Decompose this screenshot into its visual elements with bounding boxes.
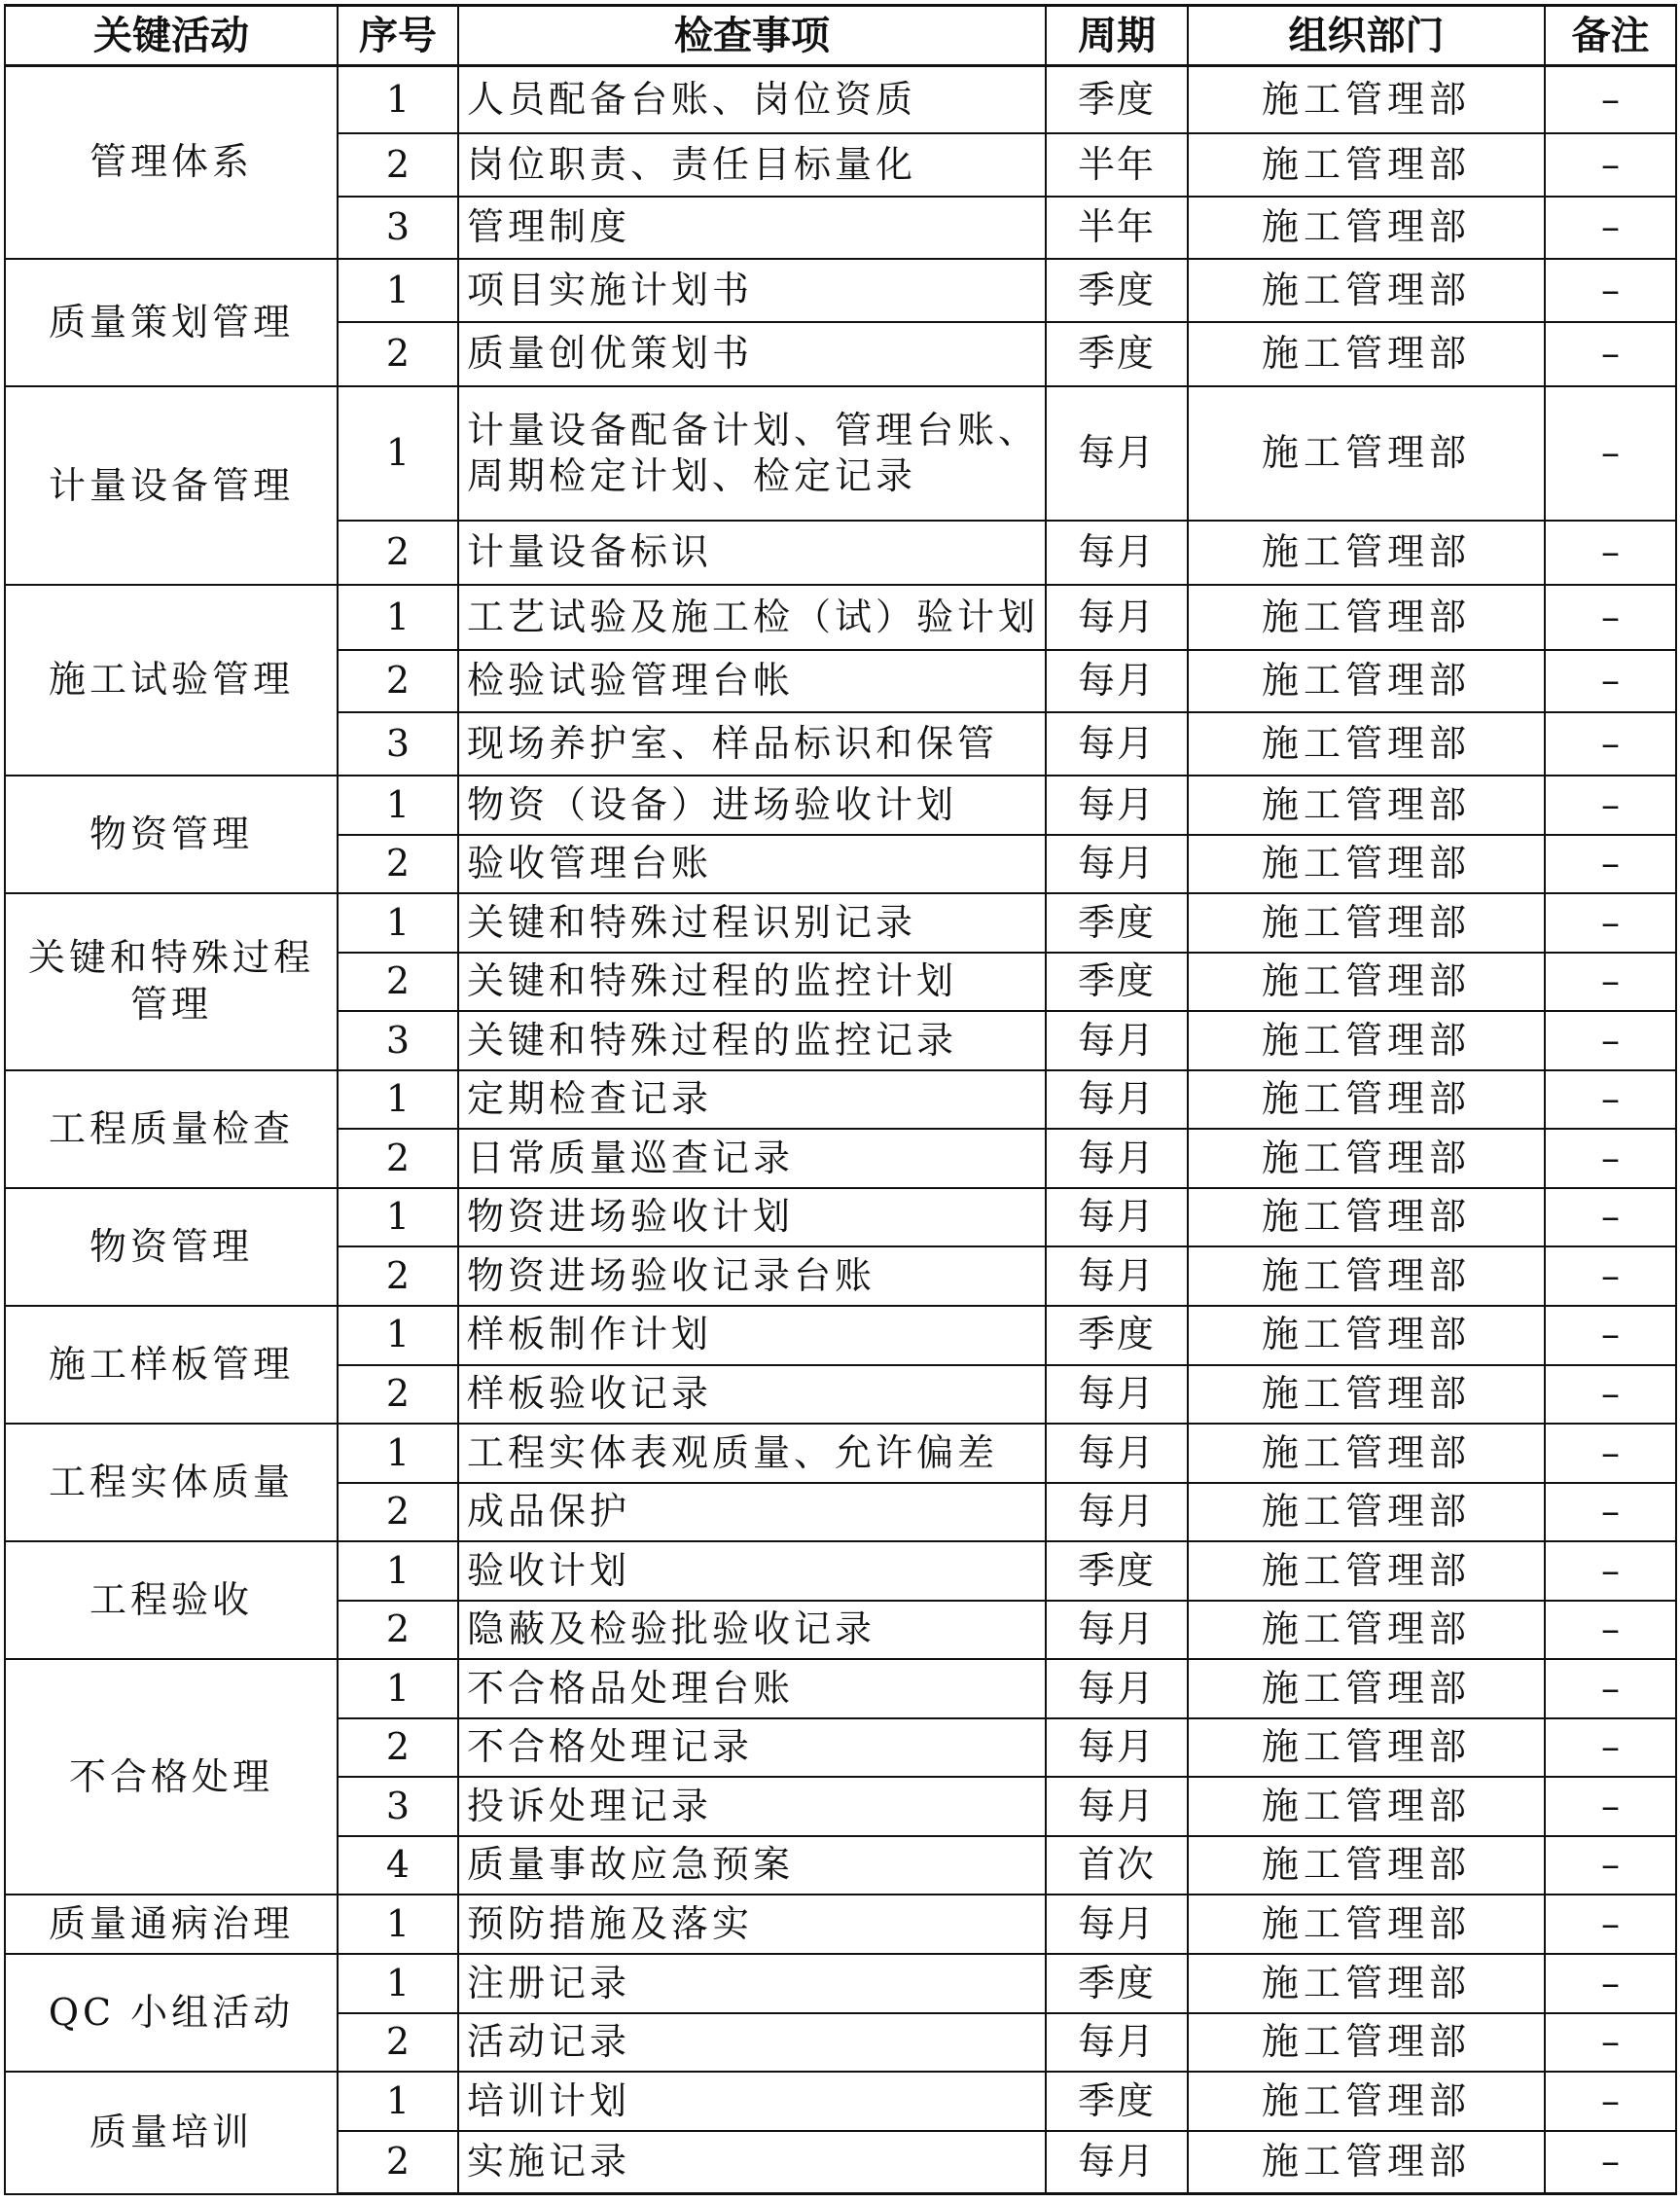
dept-cell: 施工管理部 [1188, 835, 1545, 894]
note-cell: – [1545, 1541, 1676, 1601]
item-cell: 物资进场验收计划 [458, 1188, 1046, 1247]
seq-cell: 3 [338, 197, 458, 260]
table-row [5, 776, 1676, 835]
cycle-cell: 每月 [1046, 835, 1188, 894]
note-cell: – [1545, 2072, 1676, 2131]
item-cell: 样板制作计划 [458, 1306, 1046, 1365]
note-cell: – [1545, 1836, 1676, 1895]
seq-cell: 1 [338, 1954, 458, 2013]
seq-cell: 1 [338, 2072, 458, 2131]
table-row [5, 893, 1676, 953]
note-cell: – [1545, 1954, 1676, 2013]
seq-cell: 2 [338, 2131, 458, 2194]
header-row [5, 6, 1676, 66]
note-cell: – [1545, 1718, 1676, 1778]
header-seq: 序号 [338, 6, 458, 66]
table-row [5, 66, 1676, 134]
table-row [5, 1895, 1676, 1954]
item-cell: 项目实施计划书 [458, 259, 1046, 322]
cycle-cell: 季度 [1046, 1541, 1188, 1601]
dept-cell: 施工管理部 [1188, 712, 1545, 776]
note-cell: – [1545, 197, 1676, 260]
item-cell: 实施记录 [458, 2131, 1046, 2194]
seq-cell: 2 [338, 521, 458, 586]
cycle-cell: 每月 [1046, 1070, 1188, 1130]
note-cell: – [1545, 1246, 1676, 1306]
cycle-cell: 每月 [1046, 1718, 1188, 1778]
dept-cell: 施工管理部 [1188, 1895, 1545, 1954]
cycle-cell: 每月 [1046, 1483, 1188, 1542]
note-cell: – [1545, 1188, 1676, 1247]
table-row [5, 2072, 1676, 2131]
cycle-cell: 半年 [1046, 133, 1188, 197]
cycle-cell: 每月 [1046, 585, 1188, 650]
dept-cell: 施工管理部 [1188, 259, 1545, 322]
note-cell: – [1545, 776, 1676, 835]
dept-cell: 施工管理部 [1188, 1483, 1545, 1542]
header-dept: 组织部门 [1188, 6, 1545, 66]
item-cell: 计量设备配备计划、管理台账、周期检定计划、检定记录 [458, 386, 1046, 520]
cycle-cell: 每月 [1046, 1424, 1188, 1483]
dept-cell: 施工管理部 [1188, 1246, 1545, 1306]
seq-cell: 1 [338, 776, 458, 835]
header-item: 检查事项 [458, 6, 1046, 66]
table-row [5, 1424, 1676, 1483]
dept-cell: 施工管理部 [1188, 1424, 1545, 1483]
item-cell: 不合格品处理台账 [458, 1659, 1046, 1718]
activity-cell: QC 小组活动 [5, 1954, 338, 2072]
cycle-cell: 季度 [1046, 322, 1188, 387]
header-cycle: 周期 [1046, 6, 1188, 66]
dept-cell: 施工管理部 [1188, 1718, 1545, 1778]
item-cell: 现场养护室、样品标识和保管 [458, 712, 1046, 776]
note-cell: – [1545, 1011, 1676, 1070]
note-cell: – [1545, 650, 1676, 713]
note-cell: – [1545, 1365, 1676, 1425]
item-cell: 日常质量巡查记录 [458, 1129, 1046, 1188]
item-cell: 注册记录 [458, 1954, 1046, 2013]
item-cell: 岗位职责、责任目标量化 [458, 133, 1046, 197]
dept-cell: 施工管理部 [1188, 1601, 1545, 1660]
dept-cell: 施工管理部 [1188, 1306, 1545, 1365]
seq-cell: 2 [338, 322, 458, 387]
note-cell: – [1545, 1483, 1676, 1542]
dept-cell: 施工管理部 [1188, 1659, 1545, 1718]
note-cell: – [1545, 66, 1676, 134]
dept-cell: 施工管理部 [1188, 1836, 1545, 1895]
cycle-cell: 季度 [1046, 953, 1188, 1012]
note-cell: – [1545, 1129, 1676, 1188]
seq-cell: 1 [338, 1070, 458, 1130]
note-cell: – [1545, 521, 1676, 586]
seq-cell: 1 [338, 1659, 458, 1718]
seq-cell: 2 [338, 835, 458, 894]
seq-cell: 2 [338, 2013, 458, 2073]
item-cell: 关键和特殊过程的监控计划 [458, 953, 1046, 1012]
activity-cell: 物资管理 [5, 1188, 338, 1306]
dept-cell: 施工管理部 [1188, 1777, 1545, 1836]
table-row [5, 386, 1676, 520]
dept-cell: 施工管理部 [1188, 1129, 1545, 1188]
dept-cell: 施工管理部 [1188, 2131, 1545, 2194]
dept-cell: 施工管理部 [1188, 133, 1545, 197]
item-cell: 检验试验管理台帐 [458, 650, 1046, 713]
cycle-cell: 每月 [1046, 1246, 1188, 1306]
cycle-cell: 半年 [1046, 197, 1188, 260]
seq-cell: 1 [338, 1895, 458, 1954]
seq-cell: 4 [338, 1836, 458, 1895]
header-activity: 关键活动 [5, 6, 338, 66]
seq-cell: 1 [338, 66, 458, 134]
seq-cell: 2 [338, 1365, 458, 1425]
note-cell: – [1545, 133, 1676, 197]
item-cell: 工程实体表观质量、允许偏差 [458, 1424, 1046, 1483]
note-cell: – [1545, 893, 1676, 953]
cycle-cell: 每月 [1046, 386, 1188, 520]
note-cell: – [1545, 953, 1676, 1012]
seq-cell: 2 [338, 133, 458, 197]
dept-cell: 施工管理部 [1188, 953, 1545, 1012]
note-cell: – [1545, 322, 1676, 387]
inspection-table [4, 4, 1677, 2195]
activity-cell: 计量设备管理 [5, 386, 338, 585]
note-cell: – [1545, 386, 1676, 520]
seq-cell: 2 [338, 1601, 458, 1660]
note-cell: – [1545, 1777, 1676, 1836]
seq-cell: 2 [338, 953, 458, 1012]
cycle-cell: 每月 [1046, 1129, 1188, 1188]
table-row [5, 1954, 1676, 2013]
seq-cell: 1 [338, 386, 458, 520]
note-cell: – [1545, 2013, 1676, 2073]
note-cell: – [1545, 1424, 1676, 1483]
note-cell: – [1545, 2131, 1676, 2194]
item-cell: 隐蔽及检验批验收记录 [458, 1601, 1046, 1660]
activity-cell: 物资管理 [5, 776, 338, 893]
dept-cell: 施工管理部 [1188, 1541, 1545, 1601]
note-cell: – [1545, 585, 1676, 650]
item-cell: 验收管理台账 [458, 835, 1046, 894]
cycle-cell: 每月 [1046, 1895, 1188, 1954]
seq-cell: 2 [338, 1129, 458, 1188]
note-cell: – [1545, 712, 1676, 776]
cycle-cell: 季度 [1046, 2072, 1188, 2131]
table-row [5, 259, 1676, 322]
seq-cell: 1 [338, 1188, 458, 1247]
item-cell: 工艺试验及施工检（试）验计划 [458, 585, 1046, 650]
dept-cell: 施工管理部 [1188, 776, 1545, 835]
item-cell: 投诉处理记录 [458, 1777, 1046, 1836]
dept-cell: 施工管理部 [1188, 585, 1545, 650]
dept-cell: 施工管理部 [1188, 2013, 1545, 2073]
seq-cell: 1 [338, 259, 458, 322]
table-row [5, 1541, 1676, 1601]
activity-cell: 工程质量检查 [5, 1070, 338, 1188]
seq-cell: 1 [338, 1541, 458, 1601]
cycle-cell: 每月 [1046, 712, 1188, 776]
cycle-cell: 每月 [1046, 1011, 1188, 1070]
item-cell: 计量设备标识 [458, 521, 1046, 586]
note-cell: – [1545, 1070, 1676, 1130]
seq-cell: 1 [338, 1424, 458, 1483]
cycle-cell: 每月 [1046, 650, 1188, 713]
cycle-cell: 季度 [1046, 893, 1188, 953]
seq-cell: 2 [338, 1483, 458, 1542]
dept-cell: 施工管理部 [1188, 1070, 1545, 1130]
note-cell: – [1545, 1895, 1676, 1954]
dept-cell: 施工管理部 [1188, 650, 1545, 713]
note-cell: – [1545, 1601, 1676, 1660]
dept-cell: 施工管理部 [1188, 521, 1545, 586]
seq-cell: 1 [338, 1306, 458, 1365]
activity-cell: 施工试验管理 [5, 585, 338, 776]
cycle-cell: 每月 [1046, 2013, 1188, 2073]
seq-cell: 2 [338, 1246, 458, 1306]
item-cell: 质量事故应急预案 [458, 1836, 1046, 1895]
cycle-cell: 每月 [1046, 2131, 1188, 2194]
cycle-cell: 每月 [1046, 1188, 1188, 1247]
cycle-cell: 季度 [1046, 66, 1188, 134]
table-row [5, 1070, 1676, 1130]
activity-cell: 不合格处理 [5, 1659, 338, 1895]
dept-cell: 施工管理部 [1188, 386, 1545, 520]
note-cell: – [1545, 1306, 1676, 1365]
dept-cell: 施工管理部 [1188, 1954, 1545, 2013]
item-cell: 预防措施及落实 [458, 1895, 1046, 1954]
item-cell: 质量创优策划书 [458, 322, 1046, 387]
item-cell: 管理制度 [458, 197, 1046, 260]
header-note: 备注 [1545, 6, 1676, 66]
item-cell: 关键和特殊过程的监控记录 [458, 1011, 1046, 1070]
seq-cell: 1 [338, 893, 458, 953]
item-cell: 人员配备台账、岗位资质 [458, 66, 1046, 134]
dept-cell: 施工管理部 [1188, 66, 1545, 134]
cycle-cell: 季度 [1046, 1954, 1188, 2013]
activity-cell: 施工样板管理 [5, 1306, 338, 1424]
dept-cell: 施工管理部 [1188, 1188, 1545, 1247]
cycle-cell: 首次 [1046, 1836, 1188, 1895]
table-row [5, 1659, 1676, 1718]
activity-cell: 质量通病治理 [5, 1895, 338, 1954]
item-cell: 活动记录 [458, 2013, 1046, 2073]
item-cell: 不合格处理记录 [458, 1718, 1046, 1778]
cycle-cell: 每月 [1046, 1659, 1188, 1718]
dept-cell: 施工管理部 [1188, 197, 1545, 260]
table-row [5, 1306, 1676, 1365]
note-cell: – [1545, 1659, 1676, 1718]
activity-cell: 关键和特殊过程管理 [5, 893, 338, 1070]
dept-cell: 施工管理部 [1188, 1365, 1545, 1425]
cycle-cell: 每月 [1046, 521, 1188, 586]
dept-cell: 施工管理部 [1188, 2072, 1545, 2131]
item-cell: 培训计划 [458, 2072, 1046, 2131]
item-cell: 物资（设备）进场验收计划 [458, 776, 1046, 835]
dept-cell: 施工管理部 [1188, 1011, 1545, 1070]
activity-cell: 管理体系 [5, 66, 338, 260]
seq-cell: 3 [338, 1011, 458, 1070]
activity-cell: 工程实体质量 [5, 1424, 338, 1541]
note-cell: – [1545, 835, 1676, 894]
dept-cell: 施工管理部 [1188, 322, 1545, 387]
item-cell: 物资进场验收记录台账 [458, 1246, 1046, 1306]
item-cell: 成品保护 [458, 1483, 1046, 1542]
cycle-cell: 季度 [1046, 259, 1188, 322]
seq-cell: 1 [338, 585, 458, 650]
cycle-cell: 每月 [1046, 1777, 1188, 1836]
cycle-cell: 每月 [1046, 776, 1188, 835]
cycle-cell: 每月 [1046, 1601, 1188, 1660]
activity-cell: 质量策划管理 [5, 259, 338, 386]
item-cell: 验收计划 [458, 1541, 1046, 1601]
seq-cell: 2 [338, 650, 458, 713]
seq-cell: 3 [338, 712, 458, 776]
activity-cell: 质量培训 [5, 2072, 338, 2193]
seq-cell: 2 [338, 1718, 458, 1778]
item-cell: 样板验收记录 [458, 1365, 1046, 1425]
item-cell: 关键和特殊过程识别记录 [458, 893, 1046, 953]
seq-cell: 3 [338, 1777, 458, 1836]
table-row [5, 585, 1676, 650]
cycle-cell: 每月 [1046, 1365, 1188, 1425]
note-cell: – [1545, 259, 1676, 322]
item-cell: 定期检查记录 [458, 1070, 1046, 1130]
activity-cell: 工程验收 [5, 1541, 338, 1659]
dept-cell: 施工管理部 [1188, 893, 1545, 953]
table-row [5, 1188, 1676, 1247]
cycle-cell: 季度 [1046, 1306, 1188, 1365]
